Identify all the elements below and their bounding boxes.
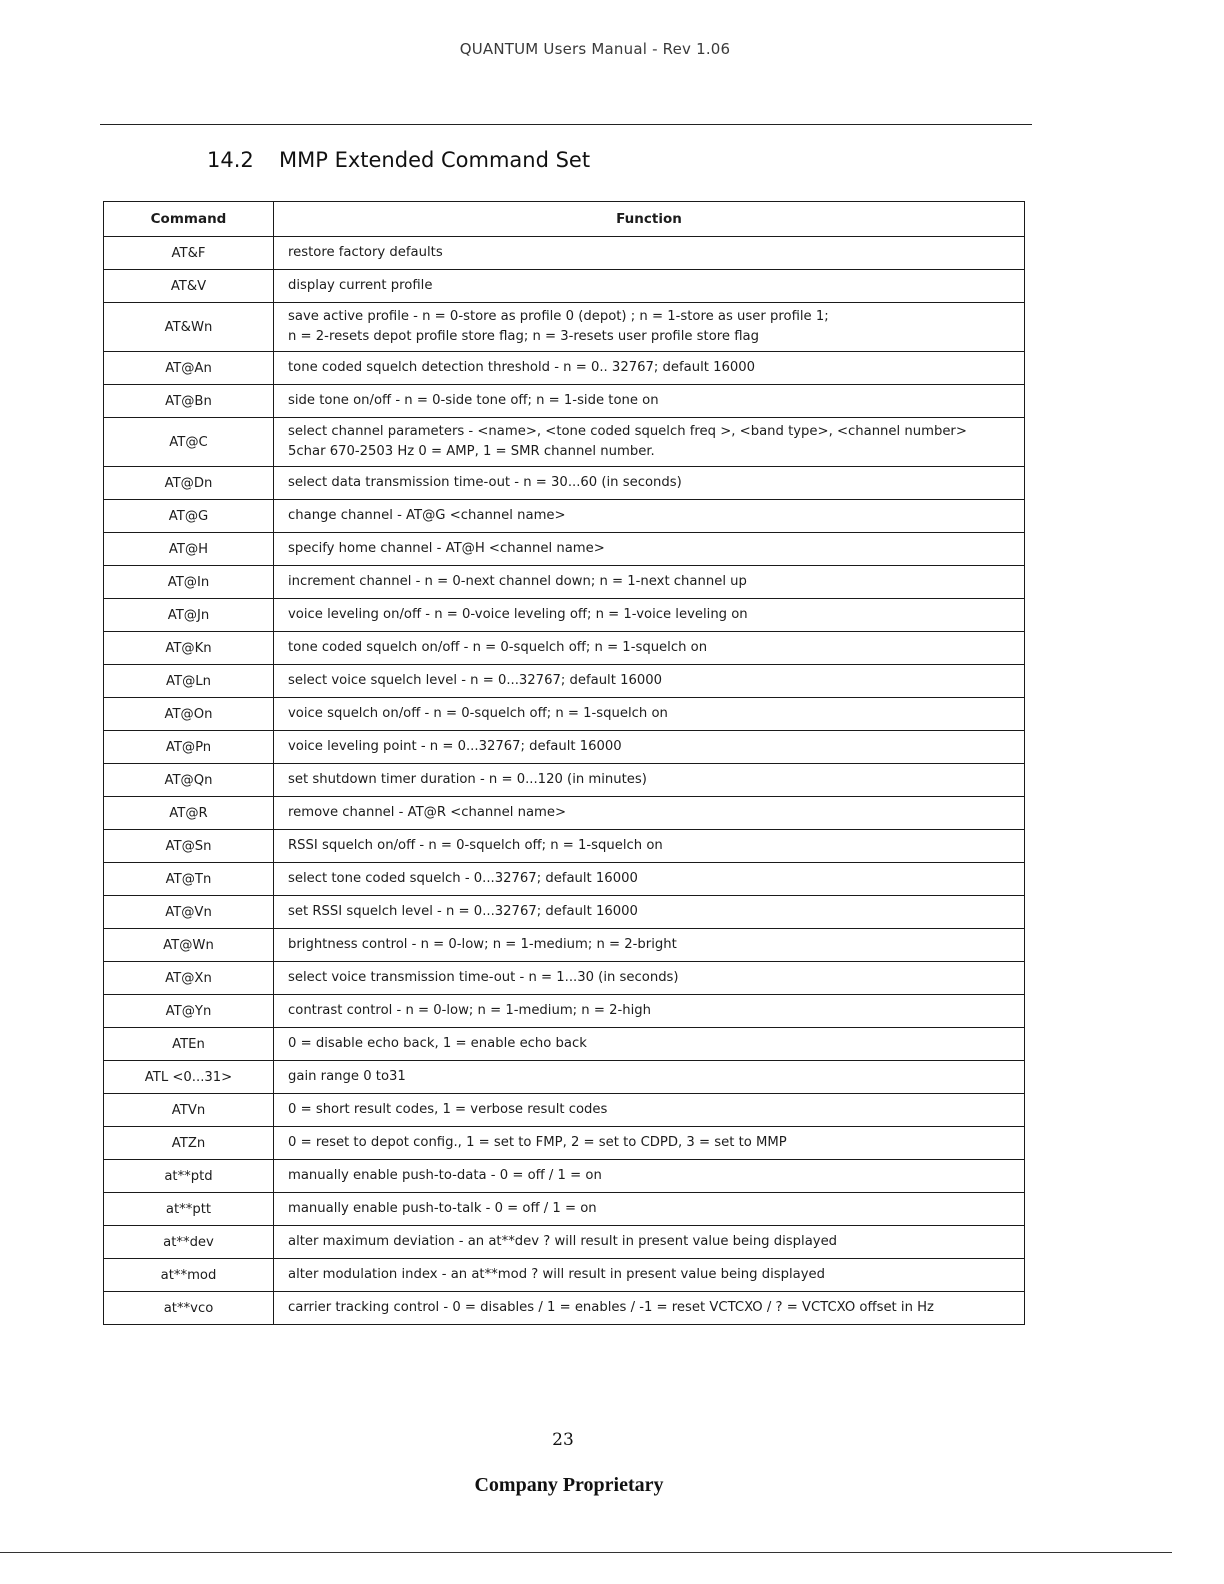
function-cell <box>274 352 1025 385</box>
table-row <box>104 1259 1025 1292</box>
footer-rule <box>0 1552 1172 1553</box>
table-row <box>104 830 1025 863</box>
table-row <box>104 1226 1025 1259</box>
table-row <box>104 632 1025 665</box>
command-cell: AT@G <box>104 500 274 533</box>
table-row <box>104 270 1025 303</box>
table-row <box>104 1061 1025 1094</box>
table-row <box>104 863 1025 896</box>
command-cell: at**vco <box>104 1292 274 1325</box>
function-cell <box>274 237 1025 270</box>
function-cell <box>274 599 1025 632</box>
function-cell <box>274 467 1025 500</box>
function-line: save active profile - n = 0-store as profile 0 (depot) ; n = 1-store as user profile 1; <box>288 309 829 324</box>
command-cell: AT@Ln <box>104 665 274 698</box>
command-cell: AT@An <box>104 352 274 385</box>
function-cell <box>274 385 1025 418</box>
function-line: set RSSI squelch level - n = 0...32767; default 16000 <box>288 904 638 919</box>
command-cell: AT&F <box>104 237 274 270</box>
table-row <box>104 995 1025 1028</box>
function-cell <box>274 962 1025 995</box>
function-line: voice squelch on/off - n = 0-squelch off; n = 1-squelch on <box>288 706 668 721</box>
command-cell: ATL <0...31> <box>104 1061 274 1094</box>
function-cell <box>274 1292 1025 1325</box>
table-row <box>104 896 1025 929</box>
function-line: select voice transmission time-out - n = 1...30 (in seconds) <box>288 970 679 985</box>
function-cell <box>274 830 1025 863</box>
function-cell <box>274 1061 1025 1094</box>
function-line: voice leveling point - n = 0...32767; default 16000 <box>288 739 622 754</box>
command-cell: AT@On <box>104 698 274 731</box>
table-row <box>104 1028 1025 1061</box>
function-line: gain range 0 to31 <box>288 1069 406 1084</box>
command-cell: AT@Pn <box>104 731 274 764</box>
table-row <box>104 1292 1025 1325</box>
function-line: 0 = short result codes, 1 = verbose result codes <box>288 1102 608 1117</box>
page-number: 23 <box>552 1430 574 1450</box>
table-row <box>104 797 1025 830</box>
command-table <box>103 201 1025 1325</box>
command-table-body <box>104 237 1025 1325</box>
function-line: alter maximum deviation - an at**dev ? will result in present value being displayed <box>288 1234 838 1249</box>
command-cell: AT@H <box>104 533 274 566</box>
command-cell: AT@Xn <box>104 962 274 995</box>
function-line: manually enable push-to-data - 0 = off / 1 = on <box>288 1168 602 1183</box>
command-cell: AT&V <box>104 270 274 303</box>
function-line: restore factory defaults <box>288 245 443 260</box>
function-line: select data transmission time-out - n = 30...60 (in seconds) <box>288 475 682 490</box>
table-row <box>104 566 1025 599</box>
function-cell <box>274 1094 1025 1127</box>
function-cell <box>274 797 1025 830</box>
command-cell: ATZn <box>104 1127 274 1160</box>
table-row <box>104 1193 1025 1226</box>
table-row <box>104 1127 1025 1160</box>
function-cell <box>274 1127 1025 1160</box>
function-cell <box>274 632 1025 665</box>
column-header-command: Command <box>104 202 274 237</box>
table-row <box>104 533 1025 566</box>
function-line: manually enable push-to-talk - 0 = off / 1 = on <box>288 1201 597 1216</box>
function-line: change channel - AT@G <channel name> <box>288 508 566 523</box>
table-row <box>104 698 1025 731</box>
function-cell <box>274 1226 1025 1259</box>
table-row <box>104 385 1025 418</box>
table-row <box>104 764 1025 797</box>
function-line: select voice squelch level - n = 0...32767; default 16000 <box>288 673 663 688</box>
command-cell: AT&Wn <box>104 303 274 352</box>
command-cell: AT@Kn <box>104 632 274 665</box>
table-row <box>104 599 1025 632</box>
footer-notice: Company Proprietary <box>474 1474 664 1496</box>
function-line: set shutdown timer duration - n = 0...120 (in minutes) <box>288 772 647 787</box>
function-line: 5char 670-2503 Hz 0 = AMP, 1 = SMR channel number. <box>288 444 655 459</box>
function-cell <box>274 929 1025 962</box>
function-line: voice leveling on/off - n = 0-voice leveling off; n = 1-voice leveling on <box>288 607 748 622</box>
function-line: tone coded squelch detection threshold - n = 0.. 32767; default 16000 <box>288 360 756 375</box>
table-row <box>104 1094 1025 1127</box>
function-line: 0 = disable echo back, 1 = enable echo back <box>288 1036 587 1051</box>
function-line: n = 2-resets depot profile store flag; n = 3-resets user profile store flag <box>288 329 759 344</box>
command-cell: AT@Vn <box>104 896 274 929</box>
function-cell <box>274 303 1025 352</box>
command-cell: AT@Dn <box>104 467 274 500</box>
function-line: increment channel - n = 0-next channel down; n = 1-next channel up <box>288 574 747 589</box>
command-cell: at**mod <box>104 1259 274 1292</box>
function-cell <box>274 1259 1025 1292</box>
column-header-function: Function <box>274 202 1025 237</box>
function-cell <box>274 533 1025 566</box>
function-cell <box>274 665 1025 698</box>
command-cell: at**ptt <box>104 1193 274 1226</box>
command-cell: ATVn <box>104 1094 274 1127</box>
table-row <box>104 500 1025 533</box>
function-cell <box>274 1028 1025 1061</box>
function-cell <box>274 995 1025 1028</box>
running-header: QUANTUM Users Manual - Rev 1.06 <box>459 40 731 58</box>
command-cell: AT@Sn <box>104 830 274 863</box>
function-cell <box>274 418 1025 467</box>
function-line: RSSI squelch on/off - n = 0-squelch off; n = 1-squelch on <box>288 838 663 853</box>
function-line: tone coded squelch on/off - n = 0-squelch off; n = 1-squelch on <box>288 640 708 655</box>
command-cell: ATEn <box>104 1028 274 1061</box>
command-cell: AT@Wn <box>104 929 274 962</box>
table-row <box>104 352 1025 385</box>
command-cell: AT@C <box>104 418 274 467</box>
function-cell <box>274 698 1025 731</box>
table-header-row <box>104 202 1025 237</box>
function-cell <box>274 896 1025 929</box>
command-cell: AT@Tn <box>104 863 274 896</box>
section-number: 14.2 <box>207 148 254 172</box>
function-line: remove channel - AT@R <channel name> <box>288 805 567 820</box>
function-line: display current profile <box>288 278 433 293</box>
command-cell: AT@Jn <box>104 599 274 632</box>
function-cell <box>274 566 1025 599</box>
function-line: select channel parameters - <name>, <tone coded squelch freq >, <band type>, <channel number> <box>288 424 967 439</box>
table-row <box>104 731 1025 764</box>
header-rule <box>100 124 1032 125</box>
table-row <box>104 418 1025 467</box>
section-title: MMP Extended Command Set <box>279 148 591 172</box>
table-row <box>104 237 1025 270</box>
function-cell <box>274 1193 1025 1226</box>
command-cell: AT@Qn <box>104 764 274 797</box>
function-line: select tone coded squelch - 0...32767; default 16000 <box>288 871 638 886</box>
table-row <box>104 929 1025 962</box>
function-line: side tone on/off - n = 0-side tone off; n = 1-side tone on <box>288 393 659 408</box>
command-cell: at**ptd <box>104 1160 274 1193</box>
function-line: contrast control - n = 0-low; n = 1-medium; n = 2-high <box>288 1003 651 1018</box>
table-row <box>104 665 1025 698</box>
command-cell: AT@Bn <box>104 385 274 418</box>
function-line: alter modulation index - an at**mod ? will result in present value being displayed <box>288 1267 826 1282</box>
table-row <box>104 1160 1025 1193</box>
function-cell <box>274 500 1025 533</box>
command-cell: AT@Yn <box>104 995 274 1028</box>
section-heading <box>207 148 590 172</box>
table-row <box>104 303 1025 352</box>
function-line: specify home channel - AT@H <channel name> <box>288 541 605 556</box>
function-line: carrier tracking control - 0 = disables / 1 = enables / -1 = reset VCTCXO / ? = VCTCXO offset in Hz <box>288 1300 934 1315</box>
command-cell: AT@R <box>104 797 274 830</box>
function-cell <box>274 731 1025 764</box>
function-line: 0 = reset to depot config., 1 = set to FMP, 2 = set to CDPD, 3 = set to MMP <box>288 1135 787 1150</box>
table-row <box>104 467 1025 500</box>
function-cell <box>274 863 1025 896</box>
command-cell: at**dev <box>104 1226 274 1259</box>
function-cell <box>274 1160 1025 1193</box>
function-line: brightness control - n = 0-low; n = 1-medium; n = 2-bright <box>288 937 677 952</box>
table-row <box>104 962 1025 995</box>
function-cell <box>274 270 1025 303</box>
function-cell <box>274 764 1025 797</box>
command-cell: AT@In <box>104 566 274 599</box>
